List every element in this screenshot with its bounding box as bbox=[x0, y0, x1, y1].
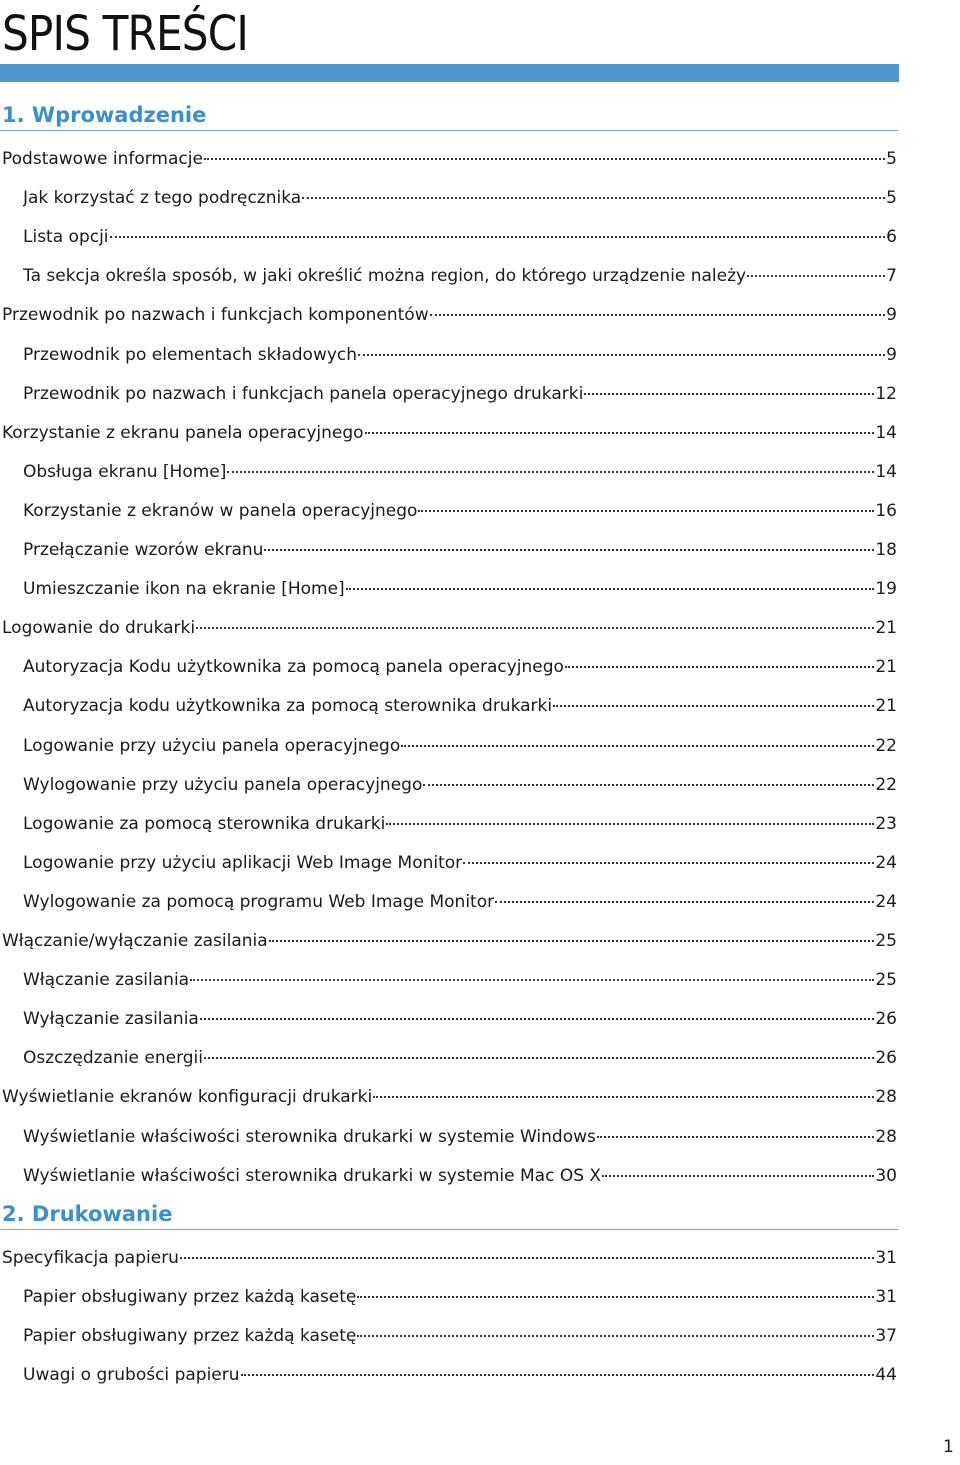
toc-entry-title: Ta sekcja określa sposób, w jaki określić można region, do którego urządzenie należy bbox=[23, 266, 747, 287]
dot-leader bbox=[196, 627, 874, 629]
toc-entry-page: 23 bbox=[875, 813, 897, 834]
dot-leader bbox=[357, 1296, 874, 1298]
dot-leader bbox=[430, 314, 886, 316]
toc-entry-title: Papier obsługiwany przez każdą kasetę bbox=[23, 1287, 357, 1308]
page-number: 1 bbox=[943, 1437, 954, 1457]
toc-entry-page: 21 bbox=[875, 657, 897, 678]
dot-leader bbox=[747, 275, 885, 277]
toc-entry-page: 14 bbox=[875, 461, 897, 482]
toc-entry-page: 25 bbox=[875, 931, 897, 951]
toc-entry-page: 37 bbox=[875, 1326, 897, 1347]
toc-entry-title: Podstawowe informacje bbox=[2, 149, 203, 169]
toc-entry-title: Wyświetlanie właściwości sterownika drukarki w systemie Windows bbox=[23, 1126, 596, 1147]
dot-leader bbox=[418, 510, 874, 512]
toc-section-entry[interactable] bbox=[2, 420, 897, 446]
toc-entry-page: 26 bbox=[875, 1048, 897, 1069]
dot-leader bbox=[357, 1335, 874, 1337]
chapter-rule bbox=[0, 130, 898, 131]
dot-leader bbox=[463, 862, 874, 864]
toc-entry-page: 24 bbox=[875, 891, 897, 912]
dot-leader bbox=[584, 393, 874, 395]
toc-entry-title: Autoryzacja kodu użytkownika za pomocą sterownika drukarki bbox=[23, 696, 553, 717]
toc-entry-title: Wyświetlanie ekranów konfiguracji drukarki bbox=[2, 1087, 373, 1108]
toc-subsection-entry[interactable] bbox=[23, 772, 897, 798]
dot-leader bbox=[346, 588, 875, 590]
dot-leader bbox=[204, 158, 885, 160]
toc-entry-title: Przewodnik po nazwach i funkcjach komponentów bbox=[2, 305, 429, 326]
toc-entry-page: 12 bbox=[875, 383, 897, 404]
toc-subsection-entry[interactable] bbox=[23, 459, 897, 485]
toc-entry-title: Autoryzacja Kodu użytkownika za pomocą panela operacyjnego bbox=[23, 657, 564, 678]
toc-entry-title: Umieszczanie ikon na ekranie [Home] bbox=[23, 579, 345, 600]
dot-leader bbox=[227, 471, 874, 473]
dot-leader bbox=[386, 823, 874, 825]
dot-leader bbox=[365, 432, 875, 434]
toc-subsection-entry[interactable] bbox=[23, 967, 897, 993]
toc-subsection-entry[interactable] bbox=[23, 224, 897, 250]
toc-subsection-entry[interactable] bbox=[23, 1284, 897, 1310]
chapter-rule bbox=[0, 1229, 898, 1230]
toc-entry-title: Logowanie do drukarki bbox=[2, 618, 196, 639]
toc-subsection-entry[interactable] bbox=[23, 693, 897, 719]
toc-subsection-entry[interactable] bbox=[23, 1362, 897, 1388]
toc-entry-title: Lista opcji bbox=[23, 227, 109, 248]
toc-subsection-entry[interactable] bbox=[23, 537, 897, 563]
toc-entry-title: Oszczędzanie energii bbox=[23, 1048, 204, 1069]
toc-entry-page: 30 bbox=[875, 1165, 897, 1186]
dot-leader bbox=[495, 901, 874, 903]
toc-entry-title: Logowanie za pomocą sterownika drukarki bbox=[23, 813, 386, 834]
toc-section-entry[interactable] bbox=[2, 1245, 897, 1271]
dot-leader bbox=[423, 784, 874, 786]
toc-section-entry[interactable] bbox=[2, 928, 897, 954]
toc-entry-page: 14 bbox=[875, 422, 897, 443]
toc-entry-page: 9 bbox=[886, 305, 897, 326]
toc-subsection-entry[interactable] bbox=[23, 1124, 897, 1150]
toc-subsection-entry[interactable] bbox=[23, 381, 897, 407]
toc-section-entry[interactable] bbox=[2, 146, 897, 172]
toc-entry-title: Uwagi o grubości papieru bbox=[23, 1365, 240, 1386]
toc-entry-page: 18 bbox=[875, 540, 897, 560]
toc-section-entry[interactable] bbox=[2, 302, 897, 328]
toc-entry-page: 24 bbox=[875, 852, 897, 873]
dot-leader bbox=[358, 354, 885, 356]
dot-leader bbox=[553, 705, 874, 707]
dot-leader bbox=[401, 745, 874, 747]
toc-entry-page: 28 bbox=[875, 1087, 897, 1108]
toc-entry-page: 22 bbox=[875, 735, 897, 756]
toc-entry-title: Włączanie zasilania bbox=[23, 970, 190, 991]
toc-entry-page: 31 bbox=[875, 1287, 897, 1308]
dot-leader bbox=[241, 1374, 875, 1376]
toc-subsection-entry[interactable] bbox=[23, 1323, 897, 1349]
toc-entry-page: 5 bbox=[886, 149, 897, 169]
toc-entry-title: Korzystanie z ekranów w panela operacyjnego bbox=[23, 500, 418, 521]
toc-section-entry[interactable] bbox=[2, 615, 897, 641]
toc-entry-page: 21 bbox=[875, 696, 897, 717]
toc-entry-title: Wyświetlanie właściwości sterownika drukarki w systemie Mac OS X bbox=[23, 1165, 602, 1186]
toc-entry-title: Obsługa ekranu [Home] bbox=[23, 461, 227, 482]
toc-subsection-entry[interactable] bbox=[23, 733, 897, 759]
toc-entry-title: Logowanie przy użyciu panela operacyjnego bbox=[23, 735, 401, 756]
toc-subsection-entry[interactable] bbox=[23, 263, 897, 289]
dot-leader bbox=[269, 940, 875, 942]
toc-entry-page: 28 bbox=[875, 1126, 897, 1147]
dot-leader bbox=[302, 197, 885, 199]
dot-leader bbox=[597, 1136, 874, 1138]
toc-entry-title: Przewodnik po nazwach i funkcjach panela operacyjnego drukarki bbox=[23, 383, 584, 404]
toc-entry-title: Specyfikacja papieru bbox=[2, 1248, 179, 1268]
toc-subsection-entry[interactable] bbox=[23, 850, 897, 876]
dot-leader bbox=[200, 1018, 875, 1020]
toc-entry-page: 25 bbox=[875, 970, 897, 991]
toc-entry-title: Włączanie/wyłączanie zasilania bbox=[2, 931, 268, 951]
dot-leader bbox=[373, 1096, 874, 1098]
dot-leader bbox=[110, 236, 886, 238]
dot-leader bbox=[602, 1175, 874, 1177]
chapter-heading[interactable]: 1. Wprowadzenie bbox=[2, 103, 207, 127]
dot-leader bbox=[180, 1257, 874, 1259]
toc-entry-title: Wyłączanie zasilania bbox=[23, 1009, 199, 1030]
dot-leader bbox=[565, 666, 874, 668]
toc-entry-page: 26 bbox=[875, 1009, 897, 1030]
toc-section-entry[interactable] bbox=[2, 1084, 897, 1110]
toc-subsection-entry[interactable] bbox=[23, 576, 897, 602]
toc-entry-title: Przewodnik po elementach składowych bbox=[23, 344, 358, 365]
toc-entry-page: 5 bbox=[886, 188, 897, 209]
toc-subsection-entry[interactable] bbox=[23, 185, 897, 211]
toc-subsection-entry[interactable] bbox=[23, 811, 897, 837]
toc-entry-page: 9 bbox=[886, 344, 897, 365]
page-title: SPIS TREŚCI bbox=[2, 6, 248, 62]
toc-subsection-entry[interactable] bbox=[23, 1006, 897, 1032]
dot-leader bbox=[264, 549, 874, 551]
toc-subsection-entry[interactable] bbox=[23, 654, 897, 680]
toc-subsection-entry[interactable] bbox=[23, 498, 897, 524]
toc-entry-page: 7 bbox=[886, 266, 897, 287]
toc-entry-title: Papier obsługiwany przez każdą kasetę bbox=[23, 1326, 357, 1347]
toc-entry-page: 31 bbox=[875, 1248, 897, 1268]
toc-entry-page: 19 bbox=[875, 579, 897, 600]
dot-leader bbox=[204, 1057, 874, 1059]
toc-entry-title: Jak korzystać z tego podręcznika bbox=[23, 188, 302, 209]
chapter-heading[interactable]: 2. Drukowanie bbox=[2, 1202, 173, 1226]
title-bar bbox=[0, 64, 899, 82]
toc-entry-title: Przełączanie wzorów ekranu bbox=[23, 540, 264, 560]
toc-entry-page: 6 bbox=[886, 227, 897, 248]
toc-entry-title: Logowanie przy użyciu aplikacji Web Image Monitor bbox=[23, 852, 463, 873]
toc-subsection-entry[interactable] bbox=[23, 1163, 897, 1189]
toc-subsection-entry[interactable] bbox=[23, 342, 897, 368]
toc-entry-title: Wylogowanie przy użyciu panela operacyjnego bbox=[23, 774, 423, 795]
toc-entry-page: 16 bbox=[875, 500, 897, 521]
toc-entry-title: Korzystanie z ekranu panela operacyjnego bbox=[2, 422, 364, 443]
toc-entry-page: 21 bbox=[875, 618, 897, 639]
toc-entry-title: Wylogowanie za pomocą programu Web Image Monitor bbox=[23, 891, 495, 912]
toc-subsection-entry[interactable] bbox=[23, 1045, 897, 1071]
toc-entry-page: 22 bbox=[875, 774, 897, 795]
toc-entry-page: 44 bbox=[875, 1365, 897, 1386]
dot-leader bbox=[190, 979, 874, 981]
toc-subsection-entry[interactable] bbox=[23, 889, 897, 915]
